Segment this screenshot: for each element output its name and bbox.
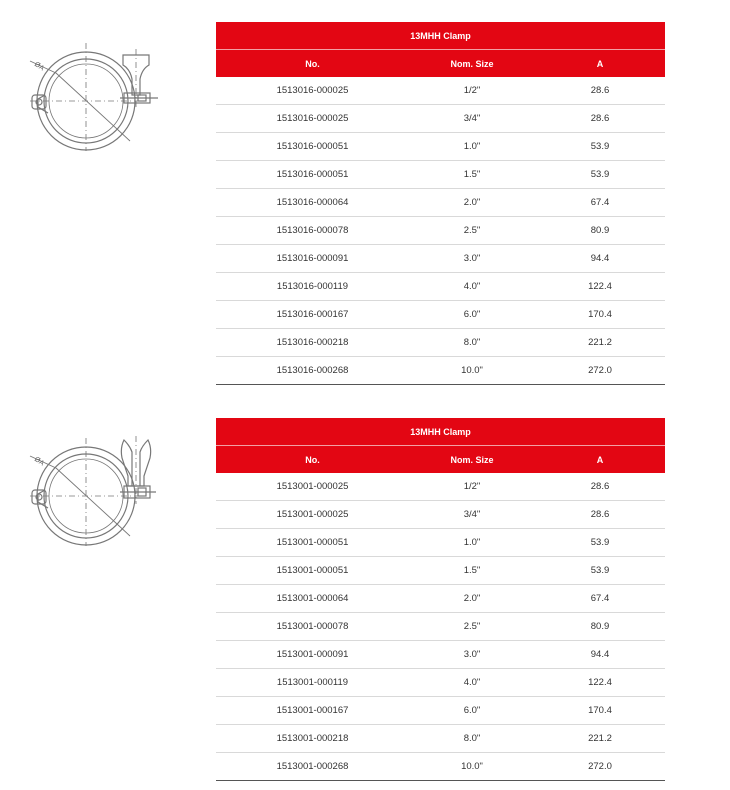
table-row <box>216 501 665 529</box>
table-row <box>216 161 665 189</box>
cell-part-number: 1513016-000051 <box>216 133 409 161</box>
cell-part-number: 1513001-000025 <box>216 501 409 529</box>
cell-a: 221.2 <box>535 725 665 753</box>
table-row <box>216 753 665 781</box>
cell-a: 80.9 <box>535 217 665 245</box>
cell-nom-size: 8.0" <box>409 329 535 357</box>
cell-nom-size: 10.0" <box>461 761 483 772</box>
diameter-label: ØA <box>32 455 46 468</box>
cell-nom-size: 1/2" <box>409 77 535 105</box>
table-row <box>216 613 665 641</box>
cell-part-number: 1513016-000064 <box>216 189 409 217</box>
cell-part-number: 1513016-000167 <box>216 301 409 329</box>
cell-part-number: 1513016-000025 <box>216 77 409 105</box>
cell-nom-size: 1.0" <box>409 133 535 161</box>
table-row <box>216 557 665 585</box>
cell-nom-size: 10.0" <box>461 365 483 376</box>
cell-part-number: 1513016-000025 <box>216 105 409 133</box>
cell-nom-size: 2.5" <box>409 613 535 641</box>
table-row <box>216 641 665 669</box>
clamp-table-2 <box>216 418 665 781</box>
cell-part-number: 1513001-000091 <box>216 641 409 669</box>
cell-a: 272.0 <box>588 365 612 376</box>
cell-a: 94.4 <box>535 245 665 273</box>
cell-part-number: 1513001-000167 <box>216 697 409 725</box>
cell-nom-size: 3.0" <box>409 641 535 669</box>
table-title: 13MHH Clamp <box>216 22 665 50</box>
column-header-a: A <box>535 446 665 474</box>
cell-a: 272.0 <box>588 761 612 772</box>
cell-part-number: 1513016-000218 <box>216 329 409 357</box>
cell-part-number: 1513001-000218 <box>216 725 409 753</box>
clamp-drawing-wing-nut-2 <box>20 430 170 550</box>
column-header-no: No. <box>216 446 409 474</box>
cell-a: 80.9 <box>535 613 665 641</box>
table-title: 13MHH Clamp <box>216 418 665 446</box>
column-header-nom-size: Nom. Size <box>409 50 535 78</box>
cell-a: 53.9 <box>535 133 665 161</box>
column-header-no: No. <box>216 50 409 78</box>
cell-part-number: 1513016-000051 <box>216 161 409 189</box>
cell-nom-size: 1.0" <box>409 529 535 557</box>
cell-a: 28.6 <box>535 501 665 529</box>
cell-nom-size: 3/4" <box>409 105 535 133</box>
cell-nom-size: 2.0" <box>409 189 535 217</box>
cell-a: 170.4 <box>535 301 665 329</box>
cell-part-number: 1513016-000091 <box>216 245 409 273</box>
cell-a: 53.9 <box>535 529 665 557</box>
clamp-diagram-icon <box>20 430 170 550</box>
cell-part-number: 1513016-000078 <box>216 217 409 245</box>
clamp-table-1 <box>216 22 665 385</box>
clamp-drawing-wing-nut <box>20 35 170 155</box>
cell-part-number: 1513001-000064 <box>216 585 409 613</box>
cell-a: 94.4 <box>535 641 665 669</box>
table-row <box>216 245 665 273</box>
table-row <box>216 133 665 161</box>
cell-a: 28.6 <box>535 77 665 105</box>
cell-a: 67.4 <box>535 585 665 613</box>
cell-a: 67.4 <box>535 189 665 217</box>
cell-part-number: 1513016-000119 <box>216 273 409 301</box>
table-row <box>216 585 665 613</box>
table-row <box>216 357 665 385</box>
cell-nom-size: 1.5" <box>409 557 535 585</box>
clamp-diagram-icon <box>20 35 170 155</box>
cell-a: 122.4 <box>535 669 665 697</box>
cell-nom-size: 3.0" <box>409 245 535 273</box>
table-row <box>216 105 665 133</box>
table-row <box>216 473 665 501</box>
cell-a: 170.4 <box>535 697 665 725</box>
column-header-nom-size: Nom. Size <box>409 446 535 474</box>
column-header-a: A <box>535 50 665 78</box>
cell-part-number: 1513016-000268 <box>276 365 349 376</box>
cell-a: 122.4 <box>535 273 665 301</box>
cell-a: 53.9 <box>535 557 665 585</box>
cell-nom-size: 1.5" <box>409 161 535 189</box>
cell-nom-size: 3/4" <box>409 501 535 529</box>
cell-part-number: 1513001-000268 <box>276 761 349 772</box>
cell-nom-size: 6.0" <box>409 697 535 725</box>
cell-a: 28.6 <box>535 105 665 133</box>
cell-a: 221.2 <box>535 329 665 357</box>
cell-a: 28.6 <box>535 473 665 501</box>
cell-part-number: 1513001-000025 <box>216 473 409 501</box>
cell-nom-size: 8.0" <box>409 725 535 753</box>
cell-nom-size: 1/2" <box>409 473 535 501</box>
cell-part-number: 1513001-000119 <box>216 669 409 697</box>
table-row <box>216 697 665 725</box>
cell-nom-size: 4.0" <box>409 669 535 697</box>
table-row <box>216 529 665 557</box>
table-row <box>216 273 665 301</box>
diameter-label: ØA <box>32 60 46 73</box>
table-row <box>216 301 665 329</box>
table-row <box>216 329 665 357</box>
table-row <box>216 725 665 753</box>
table-row <box>216 669 665 697</box>
cell-a: 53.9 <box>535 161 665 189</box>
cell-part-number: 1513001-000078 <box>216 613 409 641</box>
table-row <box>216 217 665 245</box>
cell-nom-size: 2.5" <box>409 217 535 245</box>
cell-nom-size: 2.0" <box>409 585 535 613</box>
table-row <box>216 189 665 217</box>
cell-nom-size: 6.0" <box>409 301 535 329</box>
table-row <box>216 77 665 105</box>
cell-part-number: 1513001-000051 <box>216 557 409 585</box>
cell-nom-size: 4.0" <box>409 273 535 301</box>
cell-part-number: 1513001-000051 <box>216 529 409 557</box>
